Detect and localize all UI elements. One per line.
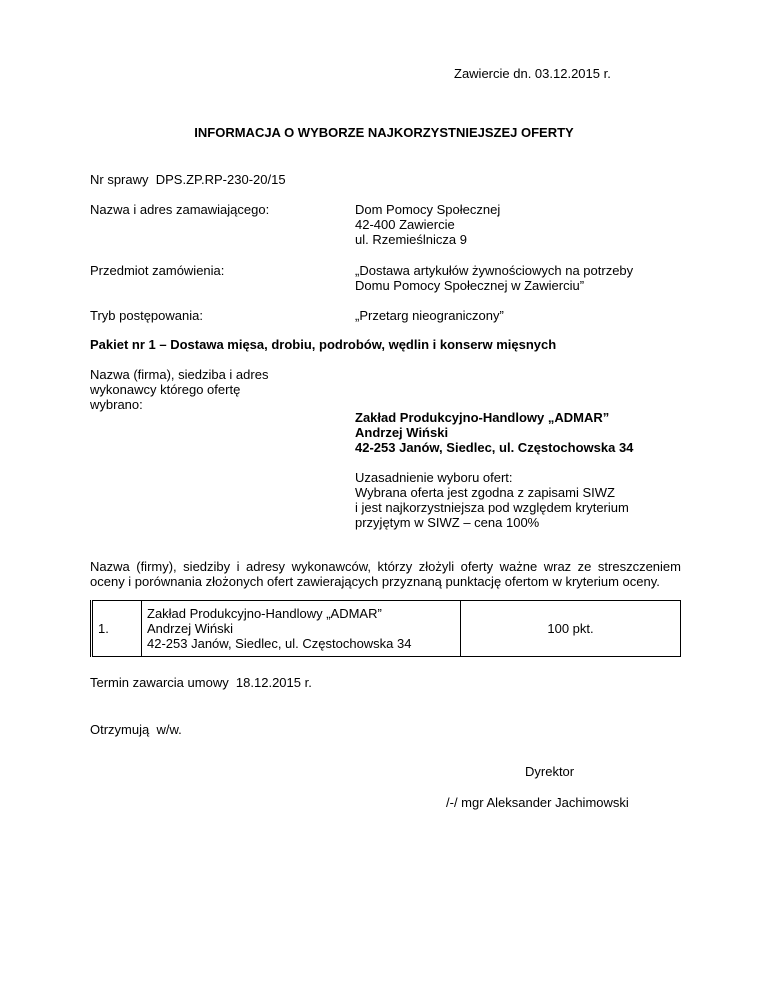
justification-line: przyjętym w SIWZ – cena 100% — [355, 515, 540, 530]
subject-value — [355, 263, 633, 293]
offer-firm-line: Zakład Produkcyjno-Handlowy „ADMAR” — [147, 606, 382, 621]
winner-name — [355, 410, 633, 455]
winner-label — [90, 367, 268, 412]
justification-line: i jest najkorzystniejsza pod względem kryterium — [355, 500, 629, 515]
table-row — [92, 601, 681, 657]
ordering-party-line: ul. Rzemieślnicza 9 — [355, 232, 467, 247]
offer-number: 1. — [92, 601, 142, 657]
procedure-value: „Przetarg nieograniczony” — [355, 308, 504, 323]
offer-firm — [142, 601, 461, 657]
winner-justification — [355, 470, 629, 530]
signature-role: Dyrektor — [525, 764, 575, 779]
ordering-party-address — [355, 202, 500, 247]
justification-line: Uzasadnienie wyboru ofert: — [355, 470, 513, 485]
place-date: Zawiercie dn. 03.12.2015 r. — [454, 66, 611, 81]
winner-label-line: wykonawcy którego ofertę — [90, 382, 241, 397]
subject-line: Domu Pomocy Społecznej w Zawierciu” — [355, 278, 585, 293]
offer-firm-line: Andrzej Wiński — [147, 621, 233, 636]
signature-name: /-/ mgr Aleksander Jachimowski — [446, 795, 629, 810]
justification-line: Wybrana oferta jest zgodna z zapisami SIWZ — [355, 485, 615, 500]
ordering-party-line: 42-400 Zawiercie — [355, 217, 455, 232]
winner-name-line: Zakład Produkcyjno-Handlowy „ADMAR” — [355, 410, 610, 425]
case-number: Nr sprawy DPS.ZP.RP-230-20/15 — [90, 172, 286, 187]
winner-name-line: 42-253 Janów, Siedlec, ul. Częstochowska 34 — [355, 440, 634, 455]
offer-firm-line: 42-253 Janów, Siedlec, ul. Częstochowska 34 — [147, 636, 412, 651]
ordering-party-line: Dom Pomocy Społecznej — [355, 202, 501, 217]
ordering-party-label: Nazwa i adres zamawiającego: — [90, 202, 270, 217]
package-title: Pakiet nr 1 – Dostawa mięsa, drobiu, podrobów, wędlin i konserw mięsnych — [90, 337, 557, 352]
subject-label: Przedmiot zamówienia: — [90, 263, 225, 278]
recipients: Otrzymują w/w. — [90, 722, 182, 737]
winner-label-line: Nazwa (firma), siedziba i adres — [90, 367, 269, 382]
winner-name-line: Andrzej Wiński — [355, 425, 449, 440]
offers-intro: Nazwa (firmy), siedziby i adresy wykonawców, którzy złożyli oferty ważne wraz ze streszczeniem oceny i porównania złożonych ofert zawierających przyznaną punktację ofertom w kryterium oceny. — [90, 559, 681, 589]
contract-date: Termin zawarcia umowy 18.12.2015 r. — [90, 675, 312, 690]
document-title: INFORMACJA O WYBORZE NAJKORZYSTNIEJSZEJ OFERTY — [194, 125, 574, 140]
offer-points: 100 pkt. — [461, 601, 681, 657]
offers-table — [90, 600, 681, 657]
subject-line: „Dostawa artykułów żywnościowych na potrzeby — [355, 263, 634, 278]
procedure-label: Tryb postępowania: — [90, 308, 203, 323]
winner-label-line: wybrano: — [90, 397, 143, 412]
